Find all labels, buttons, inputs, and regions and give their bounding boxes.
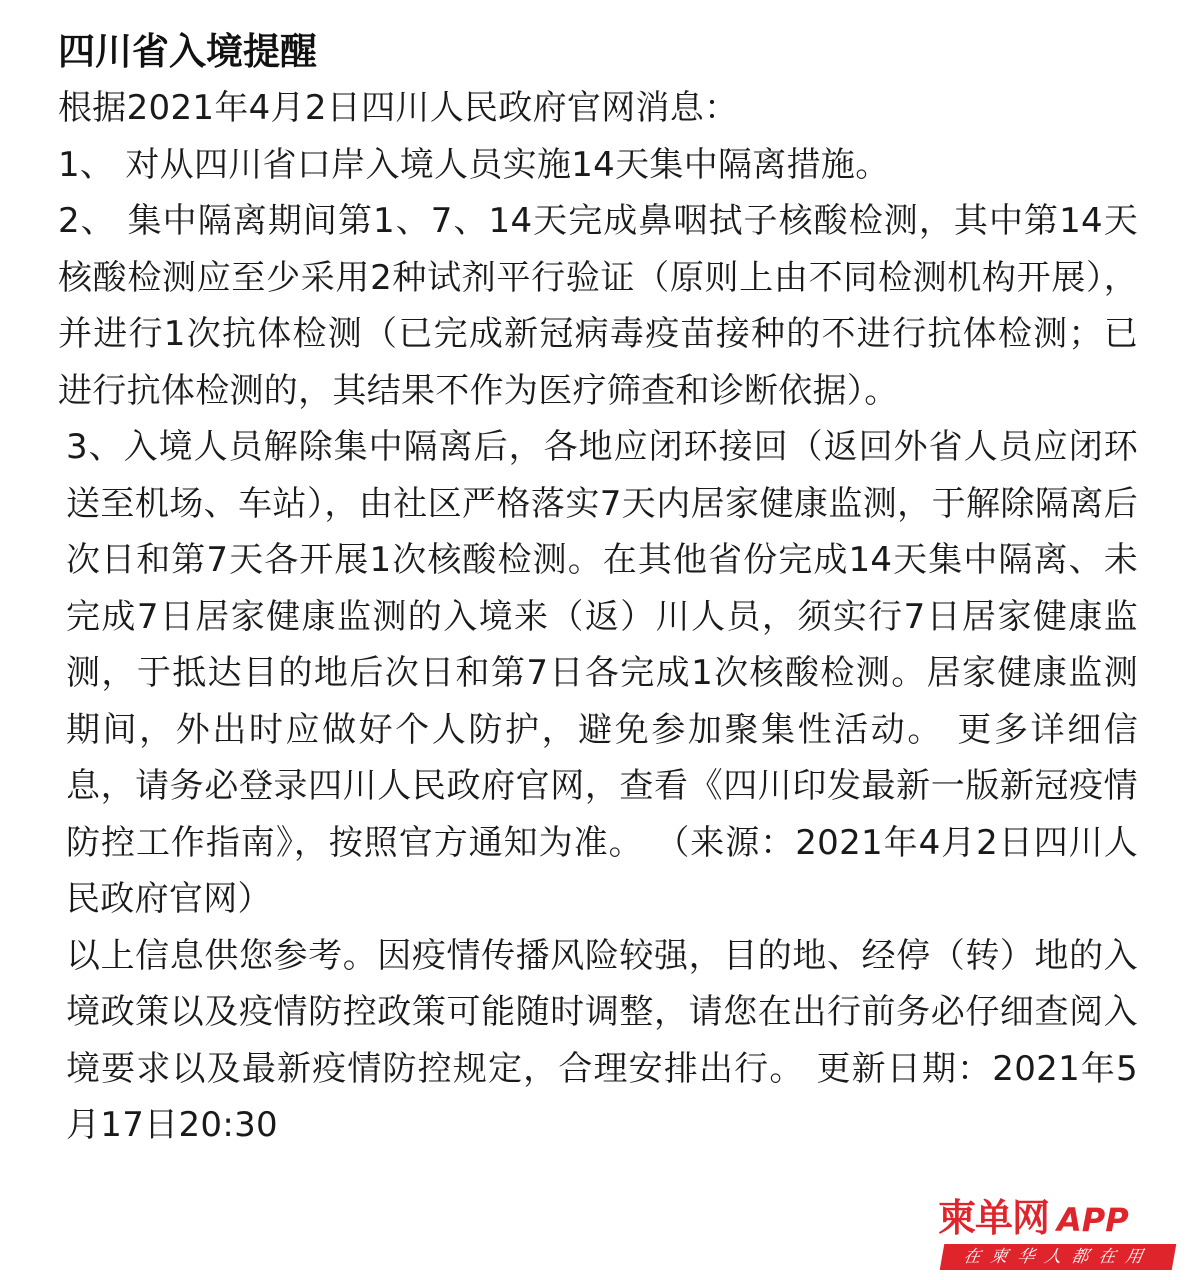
watermark-brand-text: 柬单网 — [938, 1196, 1050, 1240]
notice-item-1: 1、 对从四川省口岸入境人员实施14天集中隔离措施。 — [58, 144, 890, 185]
notice-source-line: 根据2021年4月2日四川人民政府官网消息： — [58, 88, 739, 128]
notice-item-3: 3、入境人员解除集中隔离后，各地应闭环接回（返回外省人员应闭环送至机场、车站），由社区严格落实7天内居家健康监测，于解除隔离后次日和第7天各开展1次核酸检测。在其他省份完成14天集中隔离、未完成7日居家健康监测的入境来（返）川人员，须实行7日居家健康监测，于抵达目的地后次日和第7日各完成1次核酸检测。居家健康监测期间，外出时应做好个人防护，避免参加聚集性活动。 更多详细信息，请务必登录四川人民政府官网，查看《四川印发最新一版新冠疫情防控工作指南》，按照官方通知为准。 （来源：2021年4月2日四川人民政府官网） — [66, 427, 1138, 919]
notice-content — [58, 30, 1138, 1154]
brand-watermark — [938, 1198, 1178, 1272]
watermark-slogan: 在柬华人都在用 — [940, 1244, 1177, 1270]
notice-title: 四川省入境提醒 — [58, 30, 317, 73]
notice-disclaimer: 以上信息供您参考。因疫情传播风险较强，目的地、经停（转）地的入境政策以及疫情防控政策可能随时调整，请您在出行前务必仔细查阅入境要求以及最新疫情防控规定，合理安排出行。 更新日期：2021年5月17日20:30 — [66, 935, 1138, 1145]
watermark-app-text: APP — [1057, 1201, 1129, 1239]
notice-item-2: 2、 集中隔离期间第1、7、14天完成鼻咽拭子核酸检测，其中第14天核酸检测应至少采用2种试剂平行验证（原则上由不同检测机构开展），并进行1次抗体检测（已完成新冠病毒疫苗接种的不进行抗体检测；已进行抗体检测的，其结果不作为医疗筛查和诊断依据）。 — [58, 201, 1138, 411]
watermark-logo — [938, 1198, 1178, 1238]
